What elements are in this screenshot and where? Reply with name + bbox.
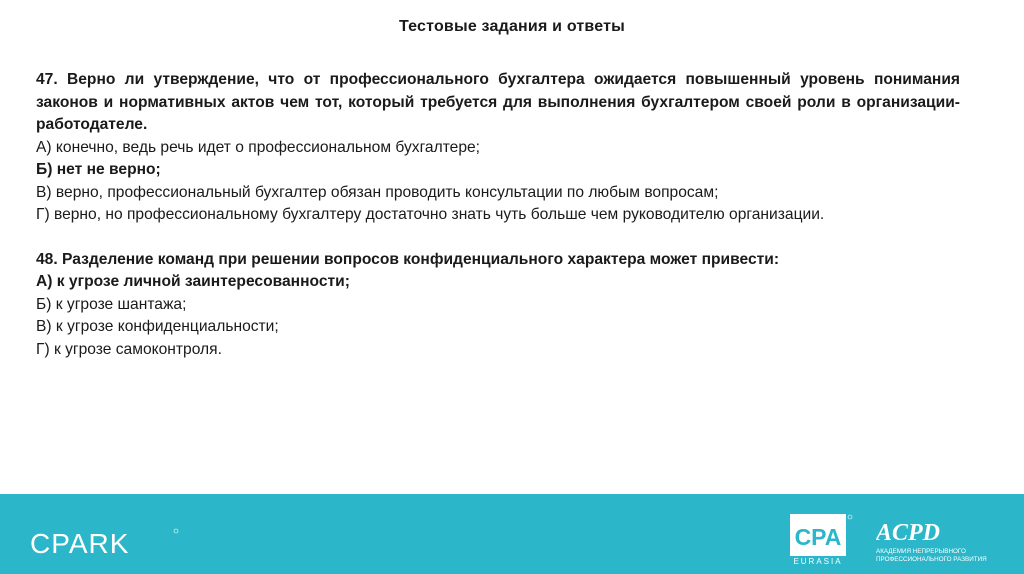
cpark-logo <box>30 526 180 560</box>
cpark-logo-text: CPARK <box>30 528 130 559</box>
acpd-logo <box>876 516 1006 566</box>
q47-option-a: А) конечно, ведь речь идет о профессиональном бухгалтере; <box>36 138 481 156</box>
acpd-logo-text: ACPD <box>876 520 941 546</box>
cpa-logo-subtext: EURASIA <box>793 557 843 564</box>
cpa-logo-text: CPA <box>794 524 842 550</box>
cpa-eurasia-logo <box>790 514 854 564</box>
acpd-logo-line1: АКАДЕМИЯ НЕПРЕРЫВНОГО <box>876 548 966 555</box>
question-48-text: 48. Разделение команд при решении вопросов конфиденциального характера может привести: <box>36 250 780 268</box>
q48-option-b: Б) к угрозе шантажа; <box>36 295 187 313</box>
q48-option-c: В) к угрозе конфиденциальности; <box>36 318 279 335</box>
q48-option-a: А) к угрозе личной заинтересованности; <box>36 273 350 290</box>
question-47-text: 47. Верно ли утверждение, что от профессионального бухгалтера ожидается повышенный уровень понимания законов и нормативных актов чем тот, который требуется для выполнения бухгалтером своей роли в организации-работодателе. <box>36 71 960 133</box>
q47-option-c: В) верно, профессиональный бухгалтер обязан проводить консультации по любым вопросам; <box>36 183 719 201</box>
acpd-logo-line2: ПРОФЕССИОНАЛЬНОГО РАЗВИТИЯ <box>876 556 987 563</box>
slide-title: Тестовые задания и ответы <box>398 18 626 35</box>
q47-option-d: Г) верно, но профессиональному бухгалтеру достаточно знать чуть больше чем руководителю организации. <box>36 206 825 223</box>
slide-content <box>36 69 960 361</box>
q47-option-b: Б) нет не верно; <box>36 161 161 178</box>
q48-option-d: Г) к угрозе самоконтроля. <box>36 340 222 358</box>
